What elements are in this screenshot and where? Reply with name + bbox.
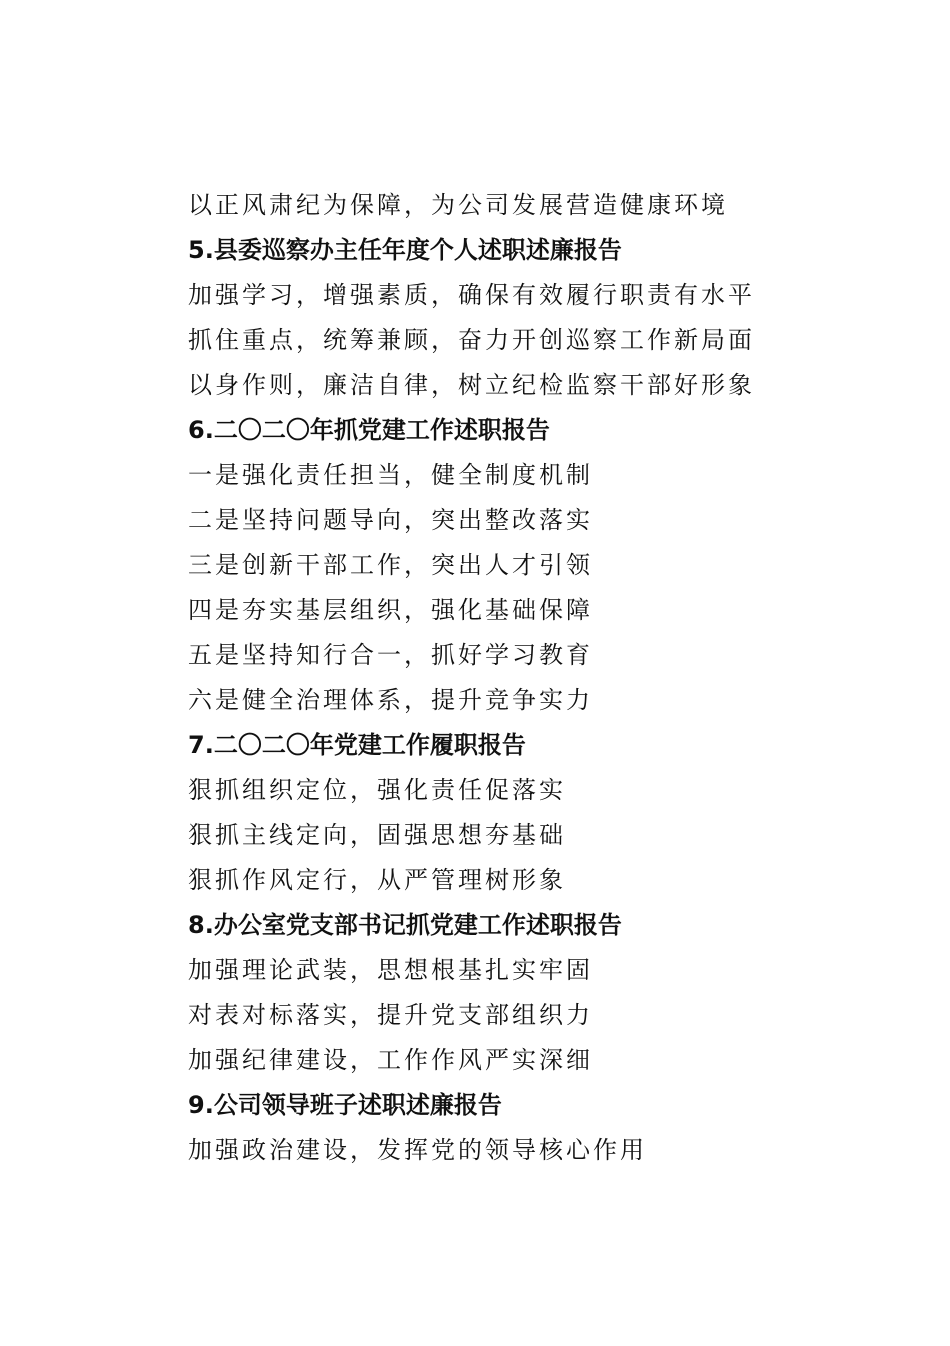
- section-heading: 7.二〇二〇年党建工作履职报告: [188, 731, 526, 759]
- subpoint-line: 一是强化责任担当，健全制度机制: [188, 461, 593, 489]
- subpoint-line: 加强理论武装，思想根基扎实牢固: [188, 956, 593, 984]
- subpoint-line: 三是创新干部工作，突出人才引领: [188, 551, 593, 579]
- subpoint-line: 加强学习，增强素质，确保有效履行职责有水平: [188, 281, 755, 309]
- subpoint-line: 四是夯实基层组织，强化基础保障: [188, 596, 593, 624]
- section-heading: 8.办公室党支部书记抓党建工作述职报告: [188, 911, 622, 939]
- subpoint-line: 以身作则，廉洁自律，树立纪检监察干部好形象: [188, 371, 755, 399]
- subpoint-line: 五是坚持知行合一，抓好学习教育: [188, 641, 593, 669]
- subpoint-line: 加强纪律建设，工作作风严实深细: [188, 1046, 593, 1074]
- document-page: [188, 183, 788, 1173]
- subpoint-line: 抓住重点，统筹兼顾，奋力开创巡察工作新局面: [188, 326, 755, 354]
- subpoint-line: 狠抓组织定位，强化责任促落实: [188, 776, 566, 804]
- subpoint-line: 加强政治建设，发挥党的领导核心作用: [188, 1136, 647, 1164]
- section-heading: 6.二〇二〇年抓党建工作述职报告: [188, 416, 550, 444]
- subpoint-line: 狠抓主线定向，固强思想夯基础: [188, 821, 566, 849]
- section-heading: 9.公司领导班子述职述廉报告: [188, 1091, 502, 1119]
- subpoint-line: 六是健全治理体系，提升竞争实力: [188, 686, 593, 714]
- subpoint-line: 对表对标落实，提升党支部组织力: [188, 1001, 593, 1029]
- subpoint-line: 狠抓作风定行，从严管理树形象: [188, 866, 566, 894]
- subpoint-line: 以正风肃纪为保障，为公司发展营造健康环境: [188, 191, 728, 219]
- section-heading: 5.县委巡察办主任年度个人述职述廉报告: [188, 236, 622, 264]
- subpoint-line: 二是坚持问题导向，突出整改落实: [188, 506, 593, 534]
